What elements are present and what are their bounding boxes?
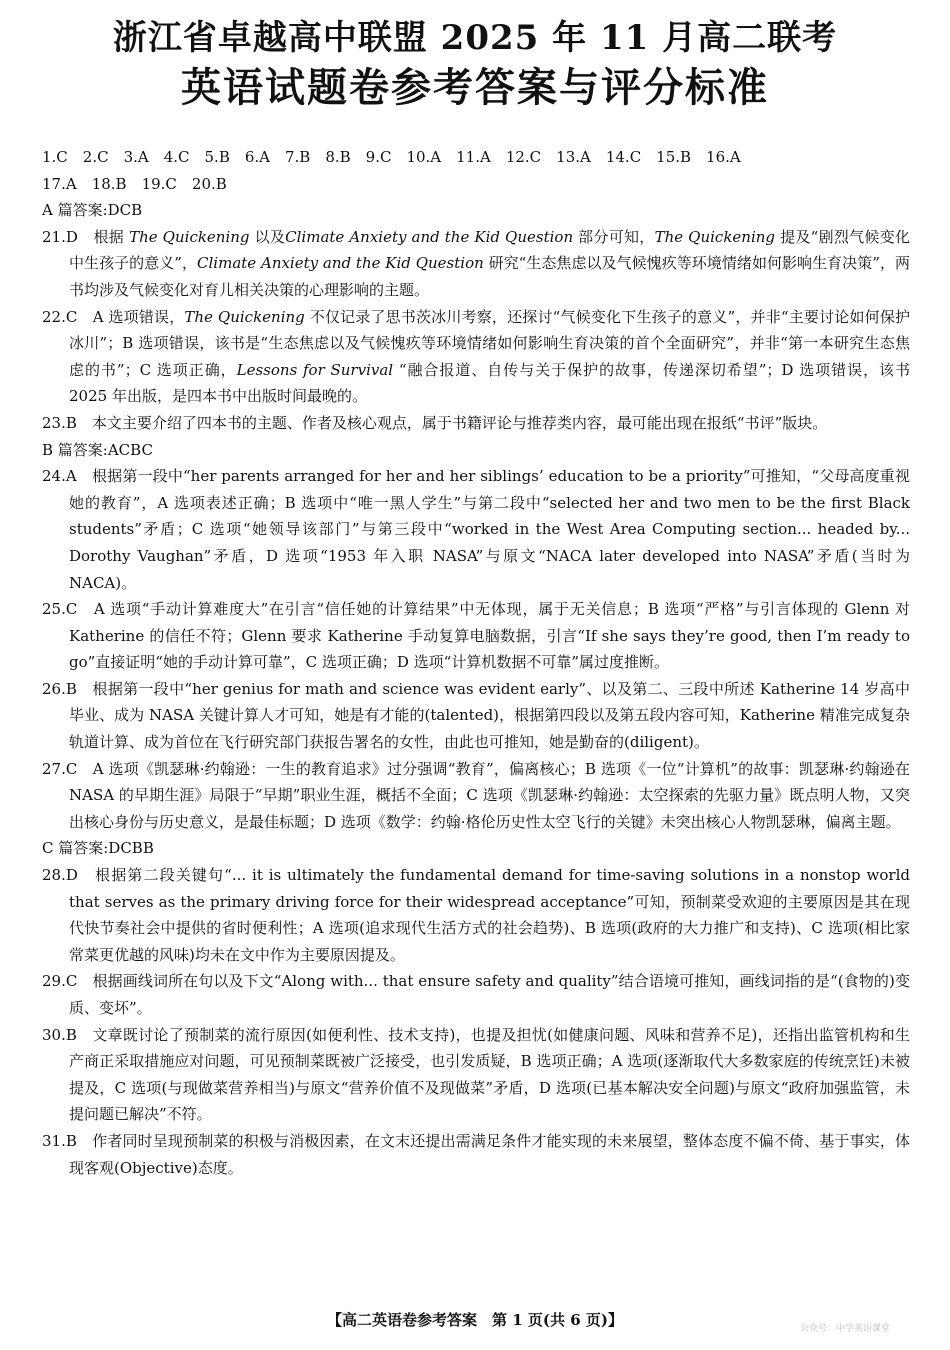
text: 根据画线词所在句以及下文“Along with... that ensure safety and quality”结合语境可推知，画线词指的是“(食物的)变质、变坏”。 bbox=[69, 972, 910, 1017]
question-number: 24.A bbox=[42, 467, 77, 486]
text: 作者同时呈现预制菜的积极与消极因素，在文末还提出需满足条件才能实现的未来展望，整体态度不偏不倚、基于事实，体现客观(Objective)态度。 bbox=[69, 1131, 910, 1177]
text: 以及 bbox=[249, 227, 286, 246]
book-title: Lessons for Survival bbox=[236, 360, 394, 379]
explanation-31 bbox=[42, 1128, 910, 1181]
question-number: 31.B bbox=[42, 1131, 77, 1150]
page-footer: 【高二英语卷参考答案 第 1 页(共 6 页)】 bbox=[327, 1311, 623, 1329]
answer-body bbox=[42, 144, 910, 1181]
question-number: 28.D bbox=[42, 866, 78, 885]
answers-row-1: 1.C 2.C 3.A 4.C 5.B 6.A 7.B 8.B 9.C 10.A 11.A 12.C 13.A 14.C 15.B 16.A bbox=[42, 148, 741, 166]
explanation-22 bbox=[42, 304, 910, 410]
book-title: Climate Anxiety and the Kid Question bbox=[285, 227, 574, 246]
explanation-21 bbox=[42, 224, 910, 304]
explanation-28 bbox=[42, 862, 910, 968]
question-number: 21.D bbox=[42, 227, 78, 246]
text: 根据第一段中“her genius for math and science was evident early”、以及第二、三段中所述 Katherine 14 岁高中毕业、成为 NASA 关键计算人才可知，她是有才能的(talented)，根据第四段以及第五段内容可知，Katherine 精准完成复杂轨道计算、成为首位在飞行研究部门获报告署名的女性，由此也可推知，她是勤奋的(diligent)。 bbox=[69, 679, 910, 752]
text: 文章既讨论了预制菜的流行原因(如便利性、技术支持)，也提及担忧(如健康问题、风味和营养不足)，还指出监管机构和生产商正采取措施应对问题，可见预制菜既被广泛接受，也引发质疑，B 选项正确；A 选项(逐渐取代大多数家庭的传统烹饪)未被提及，C 选项(与现做菜营养相当)与原文“营养价值不及现做菜”矛盾，D 选项(已基本解决安全问题)与原文“政府加强监管，未提问题已解决”不符。 bbox=[69, 1025, 910, 1124]
explanation-25 bbox=[42, 596, 910, 676]
text: A 选项错误， bbox=[92, 307, 185, 326]
question-number: 29.C bbox=[42, 972, 78, 991]
question-number: 25.C bbox=[42, 600, 78, 619]
section-a-answers: A 篇答案:DCB bbox=[42, 201, 143, 220]
text: 根据第一段中“her parents arranged for her and her siblings’ education to be a priority”可推知，“父母高度重视她的教育”，A 选项表述正确；B 选项中“唯一黑人学生”与第二段中“selected her and two men to be the first Black students”矛盾；C 选项“她领导该部门”与第三段中“worked in the West Area Computing section... headed by... Dorothy Vaughan”矛盾，D 选项“1953 年入职 NASA”与原文“NACA later developed into NASA”矛盾(当时为 NACA)。 bbox=[69, 467, 910, 592]
text: 研究“生态焦虑以及气候愧疚等环境情绪如何影响生育决策”，两书均涉及气候变化对育儿相关决策的心理影响的主题。 bbox=[69, 254, 911, 299]
text: 部分可知， bbox=[573, 227, 655, 246]
text: 本文主要介绍了四本书的主题、作者及核心观点，属于书籍评论与推荐类内容，最可能出现在报纸“书评”版块。 bbox=[91, 413, 828, 432]
question-number: 30.B bbox=[42, 1025, 77, 1044]
text: A 选项《凯瑟琳·约翰逊：一生的教育追求》过分强调“教育”，偏离核心；B 选项《一位“计算机”的故事：凯瑟琳·约翰逊在 NASA 的早期生涯》局限于“早期”职业生涯，概括不全面；C 选项《凯瑟琳·约翰逊：太空探索的先驱力量》既点明人物，又突出核心身份与历史意义，是最佳标题；D 选项《数学：约翰·格伦历史性太空飞行的关键》未突出核心人物凯瑟琳，偏离主题。 bbox=[69, 759, 910, 831]
text: 根据第二段关键句“... it is ultimately the fundamental demand for time-saving solutions in a nonstop world that serves as the primary driving force for their widespread acceptance”可知，预制菜受欢迎的主要原因是其在现代快节奏社会中提供的省时便利性；A 选项(追求现代生活方式的社会趋势)、B 选项(政府的大力推广和支持)、C 选项(相比家常菜更优越的风味)均未在文中作为主要原因提及。 bbox=[69, 866, 910, 964]
text: 提及“剧烈气候变化中生孩子的意义”， bbox=[69, 227, 910, 273]
watermark: 公众号：中学英语课堂 bbox=[800, 1324, 891, 1334]
text: “融合报道、自传与关于保护的故事，传递深切希望”；D 选项错误，该书 2025 年出版，是四本书中出版时间最晚的。 bbox=[69, 360, 911, 406]
question-number: 26.B bbox=[42, 679, 77, 698]
explanation-24 bbox=[42, 463, 910, 596]
book-title: The Quickening bbox=[654, 227, 776, 246]
answers-row-2: 17.A 18.B 19.C 20.B bbox=[42, 174, 227, 193]
question-number: 23.B bbox=[42, 413, 77, 432]
book-title: Climate Anxiety and the Kid Question bbox=[197, 254, 484, 273]
exam-title: 浙江省卓越高中联盟 2025 年 11 月高二联考 bbox=[112, 18, 838, 58]
section-b-answers: B 篇答案:ACBC bbox=[42, 440, 153, 459]
question-number: 27.C bbox=[42, 759, 78, 778]
explanation-26 bbox=[42, 676, 910, 756]
document-title: 英语试题卷参考答案与评分标准 bbox=[181, 64, 769, 111]
explanation-27 bbox=[42, 756, 910, 836]
explanation-29 bbox=[42, 968, 910, 1021]
section-c-answers: C 篇答案:DCBB bbox=[42, 839, 154, 858]
question-number: 22.C bbox=[42, 307, 78, 326]
explanation-23 bbox=[42, 410, 910, 437]
book-title: The Quickening bbox=[184, 307, 305, 326]
explanation-30 bbox=[42, 1022, 910, 1128]
text: A 选项“手动计算难度大”在引言“信任她的计算结果”中无体现，属于无关信息；B 选项“严格”与引言体现的 Glenn 对 Katherine 的信任不符；Glenn 要求 Katherine 手动复算电脑数据，引言“If she says they’re good, then I’m ready to go”直接证明“她的手动计算可靠”，C 选项正确；D 选项“计算机数据不可靠”属过度推断。 bbox=[69, 600, 910, 672]
book-title: The Quickening bbox=[129, 227, 250, 246]
text: 不仅记录了思书茨冰川考察，还探讨“气候变化下生孩子的意义”，并非“主要讨论如何保护冰川”；B 选项错误，该书是“生态焦虑以及气候愧疚等环境情绪如何影响生育决策的首个全面研究”，并非“第一本研究生态焦虑的书”；C 选项正确， bbox=[69, 307, 910, 379]
text: 根据 bbox=[93, 227, 130, 246]
